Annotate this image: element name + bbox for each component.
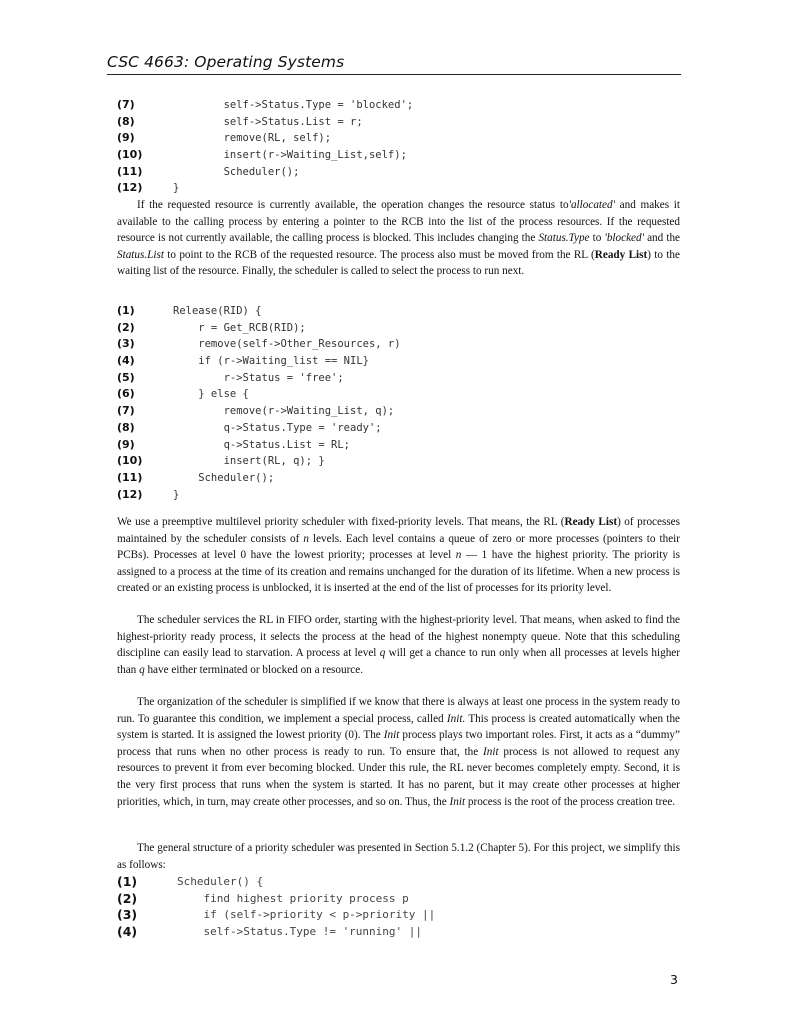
code-line <box>117 114 413 131</box>
code-text: } else { <box>173 388 249 401</box>
line-number: (12) <box>117 181 143 195</box>
code-text: Scheduler(); <box>173 165 300 178</box>
code-text: if (r->Waiting_list == NIL} <box>173 355 369 368</box>
code-text: } <box>173 488 180 501</box>
code-text: Scheduler() { <box>177 875 264 888</box>
page-header-title: CSC 4663: Operating Systems <box>107 53 345 71</box>
code-text: remove(self->Other_Resources, r) <box>173 338 401 351</box>
paragraph-scheduler-overview: We use a preemptive multilevel priority scheduler with fixed-priority levels. That means, the RL (Ready List) of processes maintained by the scheduler consists of n levels. Each level contains a queue of zero or more processes (pointers to their PCBs). Processes at level 0 have the lowest priority; processes at level n — 1 have the highest priority. The priority is assigned to a process at the time of its creation and remains unchanged for the duration of its lifetime. When a new process is created or an existing process is unblocked, it is inserted at the end of the list of processes for its priority level. <box>117 516 680 595</box>
code-line <box>117 487 401 504</box>
code-line <box>117 924 435 941</box>
code-text: insert(r->Waiting_List,self); <box>173 149 407 162</box>
code-text: Scheduler(); <box>173 471 275 484</box>
code-text: } <box>173 182 180 195</box>
line-number: (2) <box>117 320 135 334</box>
line-number: (3) <box>117 337 135 351</box>
line-number: (9) <box>117 437 135 451</box>
line-number: (6) <box>117 387 135 401</box>
code-text: insert(RL, q); } <box>173 455 325 468</box>
code-text: r->Status = 'free'; <box>173 371 344 384</box>
code-line <box>117 891 435 908</box>
code-text: self->Status.List = r; <box>173 115 363 128</box>
code-line <box>117 130 413 147</box>
code-line <box>117 403 401 420</box>
line-number: (8) <box>117 114 135 128</box>
line-number: (10) <box>117 148 143 162</box>
code-text: remove(r->Waiting_List, q); <box>173 405 395 418</box>
paragraph-init-process: The organization of the scheduler is simplified if we know that there is always at least one process in the system ready to run. To guarantee this condition, we implement a special process, called Init. This process is created automatically when the system is started. It is assigned the lowest priority (0). The Init process plays two important roles. First, it acts as a “dummy” process that runs when no other process is ready to run. To ensure that, the Init process is not allowed to request any resources to prevent it from ever becoming blocked. Under this rule, the RL never becomes completely empty. Second, it is the very first process that runs when the system is started. It has no parent, but it may create other processes at higher priorities, which, in turn, may create other processes, and so on. Thus, the Init process is the root of the process creation tree. <box>117 696 681 808</box>
line-number: (1) <box>117 874 138 889</box>
line-number: (9) <box>117 131 135 145</box>
code-line <box>117 164 413 181</box>
code-block-request-tail <box>117 97 413 197</box>
line-number: (7) <box>117 98 135 111</box>
code-text: Release(RID) { <box>173 305 262 317</box>
paragraph-scheduler-structure: The general structure of a priority scheduler was presented in Section 5.1.2 (Chapter 5). For this project, we simplify this as follows: <box>117 842 680 871</box>
code-text: q->Status.List = RL; <box>173 438 351 451</box>
code-line <box>117 437 401 454</box>
code-block-scheduler <box>117 874 435 941</box>
code-line <box>117 336 401 353</box>
code-line <box>117 370 401 387</box>
code-line <box>117 320 401 337</box>
code-line <box>117 303 401 320</box>
code-line <box>117 874 435 891</box>
code-text: if (self->priority < p->priority || <box>177 908 436 922</box>
code-text: self->Status.Type != 'running' || <box>177 925 423 939</box>
header-divider <box>107 74 681 75</box>
code-text: r = Get_RCB(RID); <box>173 321 306 334</box>
code-line <box>117 420 401 437</box>
line-number: (4) <box>117 354 135 368</box>
code-text: q->Status.Type = 'ready'; <box>173 421 382 434</box>
code-line <box>117 180 413 197</box>
line-number: (8) <box>117 420 135 434</box>
line-number: (4) <box>117 924 138 940</box>
line-number: (12) <box>117 487 143 501</box>
code-line <box>117 147 413 164</box>
line-number: (5) <box>117 370 135 384</box>
paragraph-request-explanation: If the requested resource is currently available, the operation changes the resource status to'allocated' and makes it available to the calling process by entering a pointer to the RCB into the list of the process resources. If the requested resource is not currently available, the calling process is blocked. This includes changing the Status.Type to 'blocked' and the Status.List to point to the RCB of the requested resource. The process also must be moved from the RL (Ready List) to the waiting list of the resource. Finally, the scheduler is called to select the process to run next. <box>117 199 681 278</box>
line-number: (11) <box>117 470 143 484</box>
code-line <box>117 453 401 470</box>
code-line <box>117 353 401 370</box>
paragraph-fifo-order: The scheduler services the RL in FIFO order, starting with the highest-priority level. That means, when asked to find the highest-priority ready process, it selects the process at the head of the highest nonempty queue. Note that this scheduling discipline can easily lead to starvation. A process at level q will get a chance to run only when all processes at levels higher than q have either terminated or blocked on a resource. <box>117 614 680 676</box>
line-number: (11) <box>117 164 143 178</box>
code-line <box>117 907 435 924</box>
line-number: (2) <box>117 890 138 906</box>
line-number: (7) <box>117 404 135 418</box>
code-text: self->Status.Type = 'blocked'; <box>173 99 414 111</box>
code-block-release <box>117 303 401 503</box>
code-line <box>117 470 401 487</box>
code-line <box>117 97 413 114</box>
code-text: find highest priority process p <box>177 891 409 905</box>
code-text: remove(RL, self); <box>173 132 332 145</box>
line-number: (10) <box>117 454 143 468</box>
code-line <box>117 386 401 403</box>
line-number: (1) <box>117 304 135 317</box>
line-number: (3) <box>117 907 138 923</box>
page-number: 3 <box>670 972 678 987</box>
